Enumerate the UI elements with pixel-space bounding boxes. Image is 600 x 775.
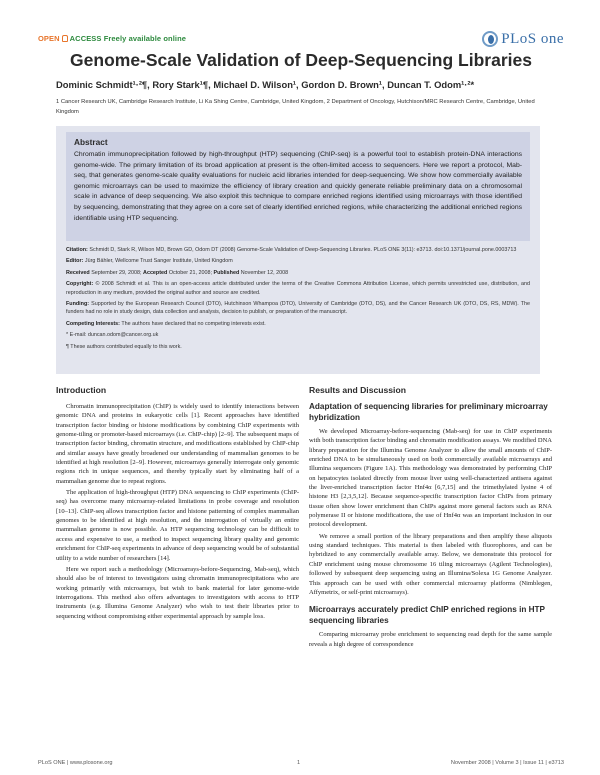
abstract-text: Chromatin immunoprecipitation followed by high-throughput (HTP) sequencing (ChIP-seq) is a powerful tool to establish protein-DNA interactions genome-wide. The primary limitation of its broad application at present is the often-limited access to sequencers. Here we report a protocol, Mab-seq, that generates genome-scale quality evaluations for nucleic acid libraries intended for deep-sequencing. We show how commercially available genomic microarrays can be used to maximize the efficiency of library creation and quickly generate reliable preliminary data on a chromosomal scale in advance of deep sequencing. We also exploit this technique to compare enriched regions identified using microarrays with those identified by sequencing, demonstrating that they agree on a core set of clearly identified enriched regions, while characterizing the additional enriched regions identifiable using HTP sequencing. (74, 151, 522, 222)
competing-interests (66, 320, 530, 328)
paper-title: Genome-Scale Validation of Deep-Sequencing Libraries (70, 50, 532, 70)
equal-contribution-note: ¶ These authors contributed equally to this work. (66, 343, 182, 350)
page-footer (38, 760, 564, 770)
citation-text: Schmidt D, Stark R, Wilson MD, Brown GD, Odom DT (2008) Genome-Scale Validation of Deep-Sequencing Libraries. PLoS ONE 3(11): e3713. doi:10.1371/journal.pone.0003713 (89, 247, 517, 253)
editor-label: Editor: (66, 258, 84, 265)
editor-text: Jürg Bähler, Wellcome Trust Sanger Institute, United Kingdom (84, 258, 233, 265)
results-paragraph: Comparing microarray probe enrichment to sequencing read depth for the same sample reveals a high degree of correspondence (309, 631, 552, 648)
accepted-label: Accepted (143, 269, 168, 276)
editor (66, 257, 530, 265)
intro-paragraph: Chromatin immunoprecipitation (ChIP) is widely used to identify interactions between genomic DNA and proteins in eukaryotic cells [1]. Recent approaches have identified transcription factor binding or histone modifications by combining ChIP experiments with genome-tiling or promoter-based microarrays (i.e. ChIP-chip) [2–9]. The subsequent maps of transcription factor binding, chromatin structure, and modifications established by ChIP-chip and similar assays have greatly broadened our understanding of mammalian genomes to be identified at high resolution [2–9]. However, microarrays generally interrogate only genomic regions rich in unique sequences, and thereby typically start by eliminating half of a mammalian genome due to repeat regions. (56, 403, 299, 485)
results-heading: Results and Discussion (309, 385, 406, 395)
plos-logo-icon (482, 31, 498, 47)
subsection-heading-adaptation: Adaptation of sequencing libraries for preliminary microarray hybridization (309, 402, 548, 422)
published-label: Published (213, 269, 240, 276)
freely-available-label: Freely available online (103, 34, 187, 43)
journal-logo (482, 30, 564, 48)
received-date: September 29, 2008; (91, 269, 142, 276)
copyright-text: © 2008 Schmidt et al. This is an open-access article distributed under the terms of the Creative Commons Attribution License, which permits unrestricted use, distribution, and reproduction in any medium, provided the original author and source are credited. (66, 281, 530, 296)
footer-journal: PLoS ONE | www.plosone.org (38, 760, 113, 766)
left-column (56, 385, 299, 623)
results-paragraph: We remove a small portion of the library preparations and then amplify these aliquots using standard techniques. This material is then labeled with fluorophores, and can be hybridized to any commercially available array. Below, we demonstrate this protocol for ChIP enrichment using mouse chromosome 16 tiling microarrays (Agilent Technologies), followed by subsequent deep sequencing using an Illumina/Solexa 1G Genome Analyzer. This approach can be used with other commercial microarray platforms (Nimblegen, Affymetrix, or self-print microarrays). (309, 532, 552, 596)
accepted-date: October 21, 2008; (168, 269, 212, 276)
front-matter-box (56, 126, 540, 374)
copyright (66, 280, 530, 297)
open-access-rest: ACCESS (69, 34, 102, 43)
affiliations: 1 Cancer Research UK, Cambridge Research Institute, Li Ka Shing Centre, Cambridge, United Kingdom, 2 Department of Oncology, Hutchison/MRC Research Centre, Cambridge, United Kingdom (56, 99, 535, 115)
page-number: 1 (297, 760, 301, 766)
introduction-heading: Introduction (56, 385, 107, 395)
right-column (309, 385, 552, 651)
subsection-heading-microarrays: Microarrays accurately predict ChIP enriched regions in HTP sequencing libraries (309, 605, 545, 625)
abstract-heading: Abstract (74, 137, 108, 147)
interests-label: Competing Interests: (66, 320, 120, 327)
email: * E-mail: duncan.odom@cancer.org.uk (66, 332, 159, 339)
article-metadata (66, 246, 530, 354)
interests-text: The authors have declared that no competing interests exist. (121, 320, 266, 327)
funding-label: Funding: (66, 301, 90, 308)
results-paragraph: We developed Microarray-before-sequencing (Mab-seq) for use in ChIP experiments with both transcription factor binding and chromatin modification assays. We modified DNA library preparation for the Illumina Genome Analyzer to allow the small amounts of ChIP-enriched DNA to be simultaneously used on both commercially available microarrays and Illumina sequencers (Figure 1A). This methodology was demonstrated by performing ChIP on hepatocytes isolated directly from mouse liver using well-characterized antisera against the liver-enriched transcription factor Hnf4α [6,7,15] and the trimethylated lysine 4 of histone H3 [2,3,5,12]. Because sequence-specific transcription factor ChIPs from primary tissue often show lower enrichment than ChIPs against more general factors such as RNA polymerase II or histone modifications, the use of Hnf4α was an important inclusion in our protocol development. (309, 428, 552, 529)
author-list: Dominic Schmidt¹·²¶, Rory Stark¹¶, Michael D. Wilson¹, Gordon D. Brown¹, Duncan T. Odom¹·²* (56, 79, 475, 90)
open-access-word: OPEN (38, 34, 60, 43)
intro-paragraph: Here we report such a methodology (Microarrays-before-Sequencing, Mab-seq), which should also be of interest to investigators using chromatin immunoprecipitations who are working primarily with microarrays, but wish to bank material for later genome-wide interrogations. This method also offers advantages to investigators with access to HTP instruments (e.g. Illumina Genome Analyzer) who wish to test their libraries prior to sequencing without compromising either experimental approach by sample loss. (56, 565, 299, 620)
citation (66, 246, 530, 254)
citation-label: Citation: (66, 247, 88, 253)
open-access-banner (38, 34, 186, 43)
open-lock-icon (62, 35, 68, 42)
abstract-box (66, 132, 530, 241)
dates (66, 269, 530, 277)
funding (66, 300, 530, 317)
funding-text: Supported by the European Research Council (DTO), Hutchinson Whampoa (DTO), University of Cambridge (DTO, DS), and the Cancer Research UK (DTO, DS, RS, MDW). The funders had no role in study design, data collection and analysis, decision to publish, or preparation of the manuscript. (66, 301, 530, 316)
received-label: Received (66, 269, 90, 276)
copyright-label: Copyright: (66, 281, 94, 288)
journal-logo-text: PLoS one (501, 30, 564, 47)
intro-paragraph: The application of high-throughput (HTP) DNA sequencing to ChIP experiments (ChIP-seq) has overcome many microarray-related limitations in probe coverage and resolution [10–13]. ChIP-seq allows transcription factor and histone patterning of complex mammalian genomes to be identified at high resolution, and the interrogation of virtually an entire mammalian genome is now possible. As HTP sequencing technology can be difficult to access and expensive to use, a method to inspect sequencing library quality and genomic enrichment for ChIP-seq experiments in advance of deep sequencing would be of substantial utility to a wide number of researchers [14]. (56, 489, 299, 562)
journal-header (38, 30, 564, 50)
footer-issue: November 2008 | Volume 3 | Issue 11 | e3713 (450, 760, 564, 766)
published-date: November 12, 2008 (240, 269, 289, 276)
